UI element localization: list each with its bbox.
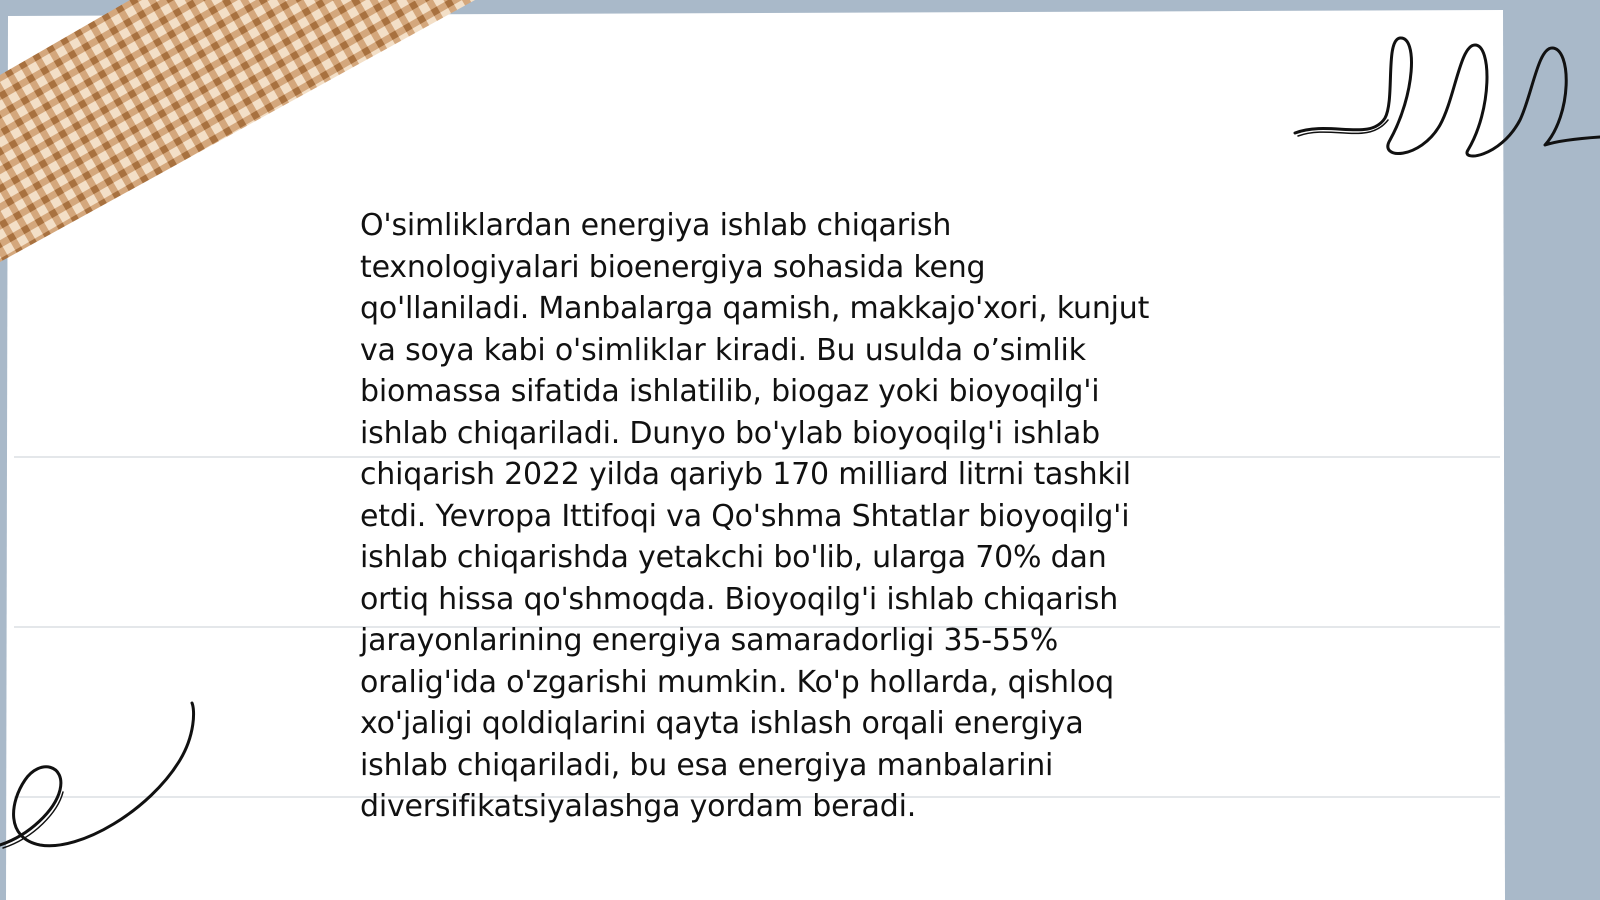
body-paragraph: O'simliklardan energiya ishlab chiqarish texnologiyalari bioenergiya sohasida keng qo'llaniladi. Manbalarga qamish, makkajo'xori, kunjut va soya kabi o'simliklar kiradi. Bu usulda o’simlik biomassa sifatida ishlatilib, biogaz yoki bioyoqilg'i ishlab chiqariladi. Dunyo bo'ylab bioyoqilg'i ishlab chiqarish 2022 yilda qariyb 170 milliard litrni tashkil etdi. Yevropa Ittifoqi va Qo'shma Shtatlar bioyoqilg'i ishlab chiqarishda yetakchi bo'lib, ularga 70% dan ortiq hissa qo'shmoqda. Bioyoqilg'i ishlab chiqarish jarayonlarining energiya samaradorligi 35-55% oralig'ida o'zgarishi mumkin. Ko'p hollarda, qishloq xo'jaligi qoldiqlarini qayta ishlash orqali energiya ishlab chiqariladi, bu esa energiya manbalarini diversifikatsiyalashga yordam beradi. <box>360 208 1150 824</box>
